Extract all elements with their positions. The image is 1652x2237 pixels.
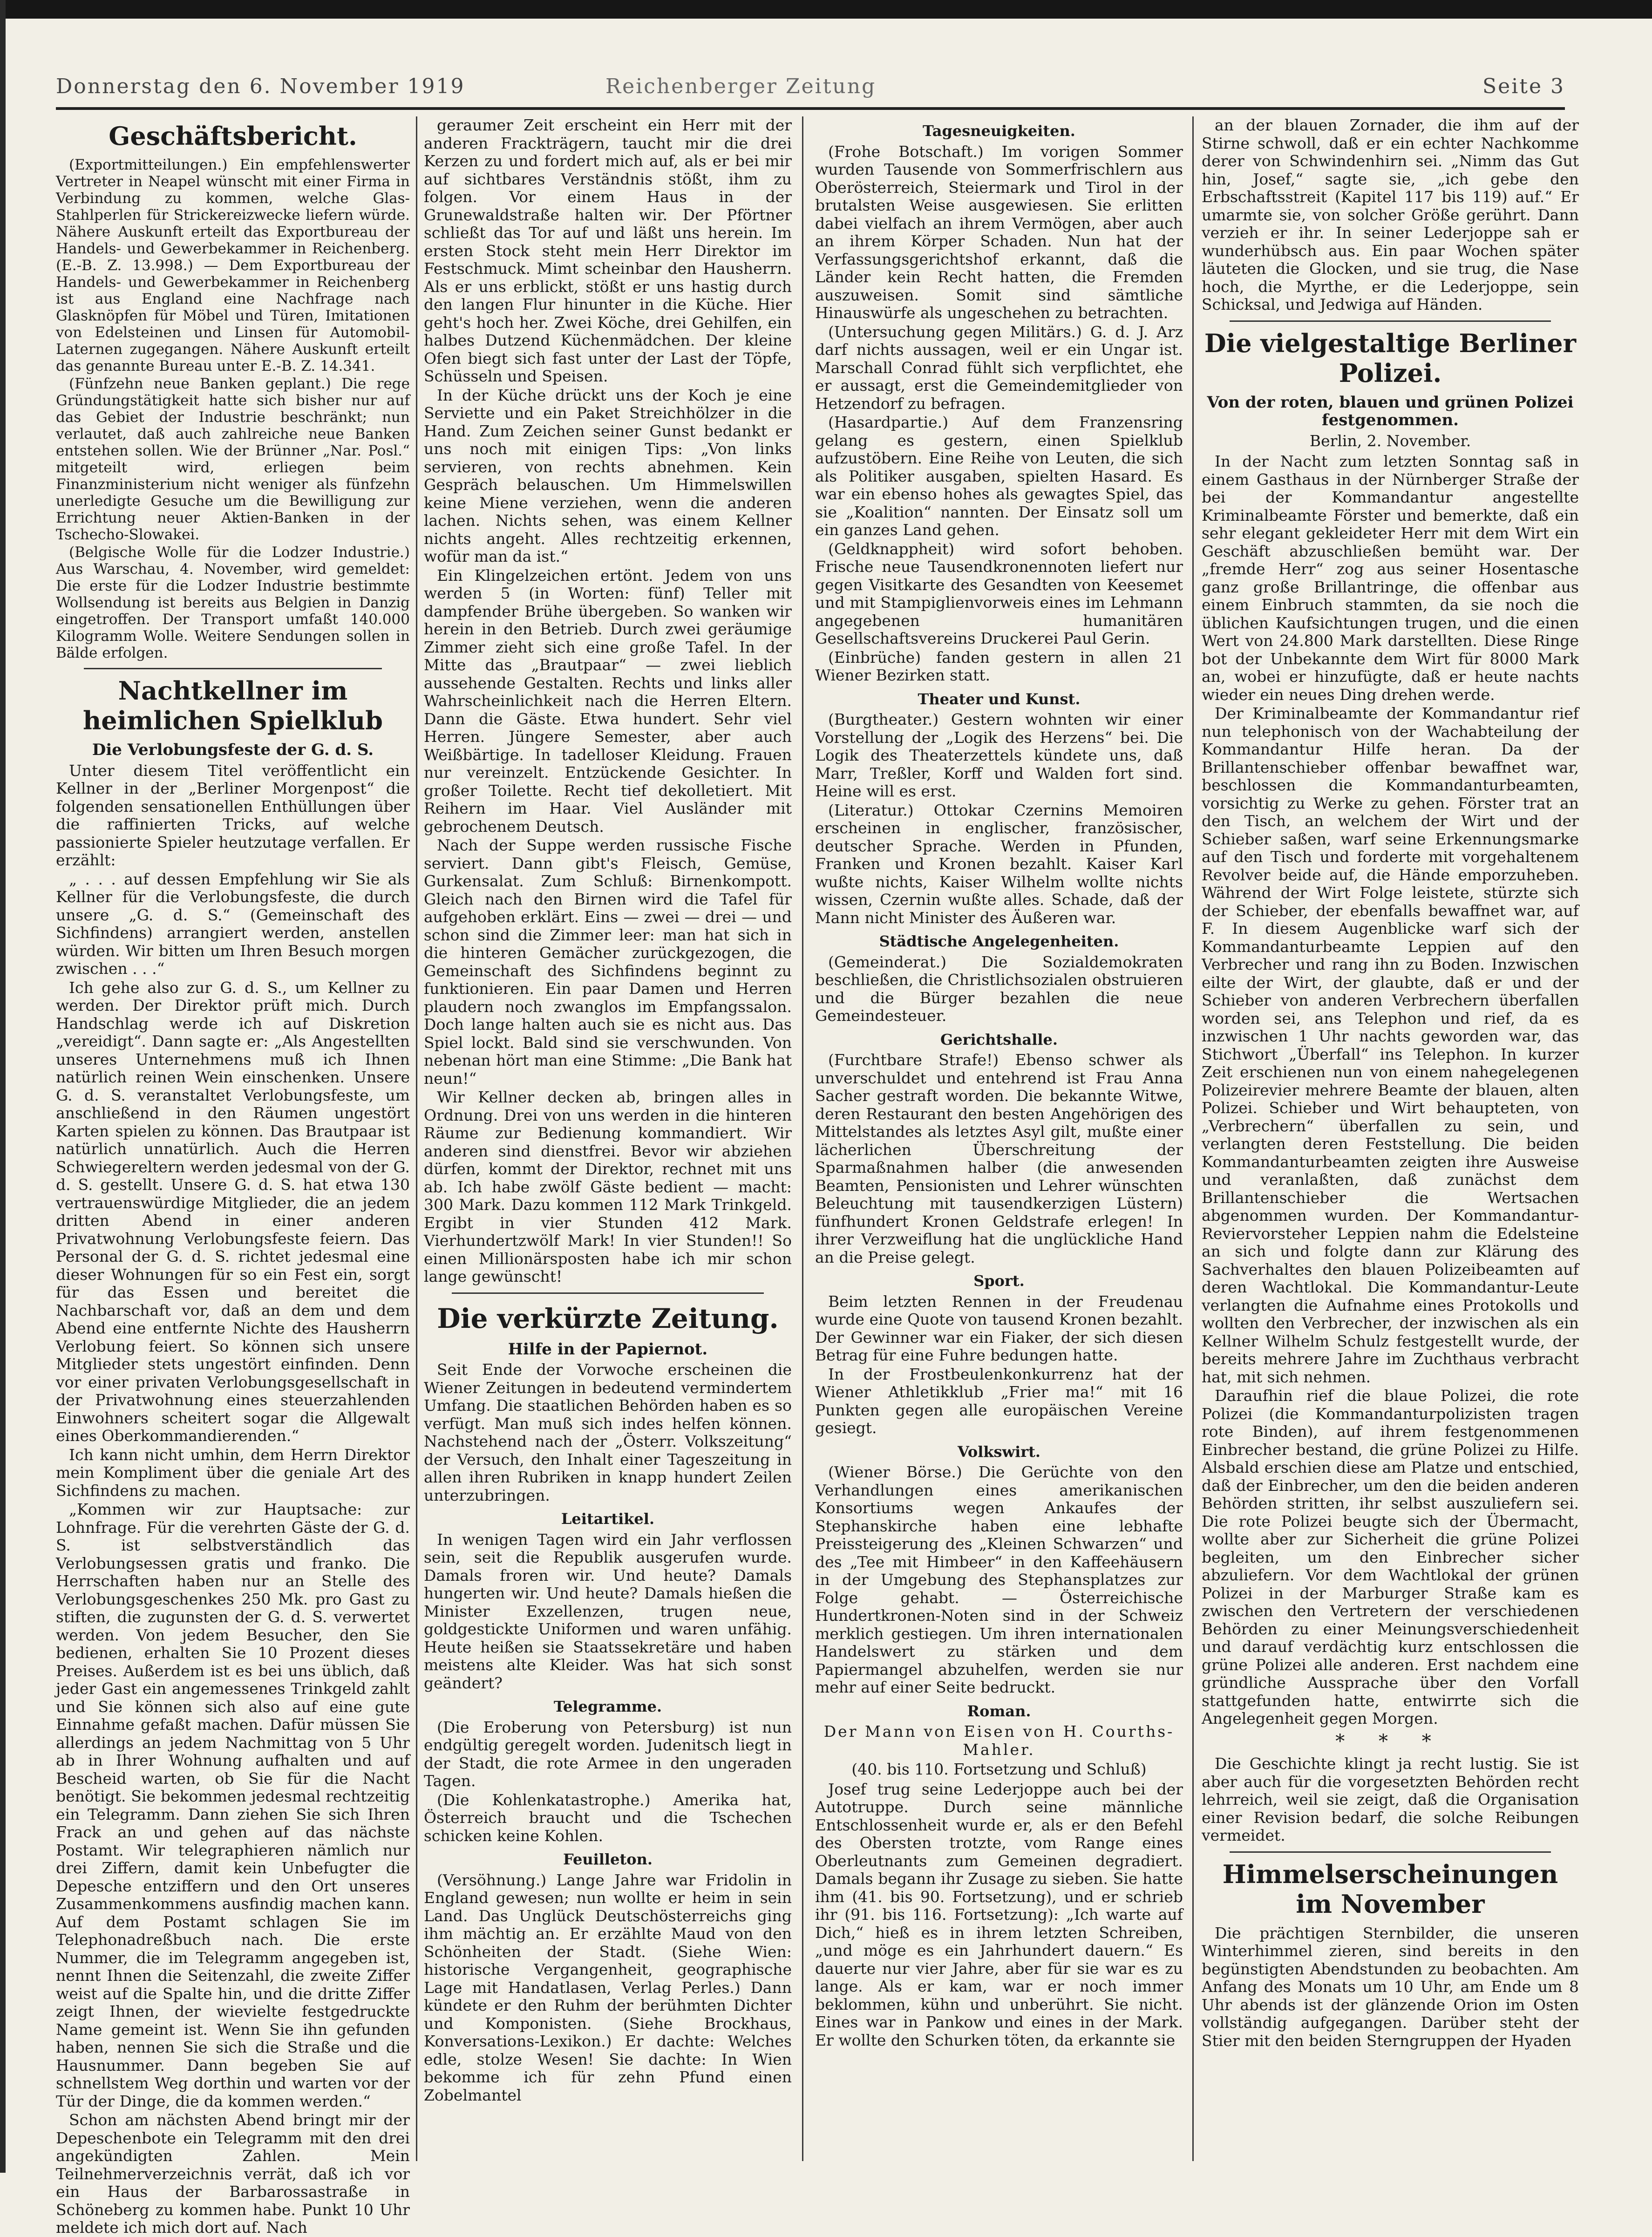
section-heading: Leitartikel.	[561, 1510, 655, 1528]
paragraph: Beim letzten Rennen in der Freudenau wurde eine Quote von tausend Kronen bezahlt. Der Gewinner war ein Fiaker, der sich diesen Betrag für eine Fuhre bedungen hatte.	[815, 1292, 1183, 1364]
article-title: Die verkürzte Zeitung.	[437, 1302, 779, 1334]
paragraph: In der Küche drückt uns der Koch je eine Serviette und ein Paket Streichhölzer in die Hand. Zum Zeichen seiner Gunst bedankt er uns noch mit einigen Tips: „Von links servieren, von rechts abnehmen. Kein Gespräch belauschen. Um Himmelswillen keine Miene verziehen, wenn die anderen lachen. Nichts sehen, was einem Kellner nichts angeht. Alles rechtzeitig erkennen, wofür man da ist.“	[424, 386, 792, 565]
paragraph: In der Nacht zum letzten Sonntag saß in einem Gasthaus in der Nürnberger Straße der bei der Kommandantur angestellte Kriminalbeamte Förster und bemerkte, daß ein sehr elegant gekleideter Herr mit dem Wirt ein Geschäft abzuschließen bemüht war. Der „fremde Herr“ zog aus seiner Hosentasche ganz große Brillantringe, die offenbar aus einem Einbruch stammten, da sie noch die üblichen Kaufsichtungen trugen, und die einen Wert von 24.800 Mark darstellten. Diese Ringe bot der Unbekannte dem Wirt für 8000 Mark an, wobei er hinzufügte, daß er heute nachts wieder ein neues Ding drehen werde.	[1202, 452, 1579, 704]
column-3	[815, 116, 1183, 2166]
article-title: Geschäftsbericht.	[109, 121, 357, 151]
section-heading: Telegramme.	[553, 1698, 662, 1715]
scan-left-edge	[0, 0, 6, 2173]
paragraph: „ . . . auf dessen Empfehlung wir Sie als Kellner für die Verlobungsfeste, die durch unsere „G. d. S.“ (Gemeinschaft des Sichfindens) arrangiert werden, anstellen würden. Wir bitten um Ihren Besuch morgen zwischen . . .“	[56, 870, 410, 978]
paragraph: Daraufhin rief die blaue Polizei, die rote Polizei (die Kommandanturpolizisten tragen rote Binden), auf ihrem festgenommenen Einbrecher bestand, die grüne Polizei zu Hilfe. Alsbald erschien diese am Platze und entschied, daß der Einbrecher, um den die beiden anderen Behörden stritten, ihr selbst auszuliefern sei. Die rote Polizei beugte sich der Übermacht, wollte aber zur Sicherheit die grüne Polizei begleiten, um den Einbrecher sicher abzuliefern. Vor dem Wachtlokal der grünen Polizei in der Marburger Straße kam es zwischen den Vertretern der verschiedenen Behörden zu einer Meinungsverschiedenheit und darauf verdächtig kurz entschlossen die grüne Polizei alle anderen. Erst nachdem eine gründliche Aussprache über den Vorfall stattgefunden hatte, entwirrte sich die Angelegenheit gegen Morgen.	[1202, 1387, 1579, 1727]
paragraph: Seit Ende der Vorwoche erscheinen die Wiener Zeitungen in bedeutend vermindertem Umfang. Die staatlichen Behörden haben es so verfügt. Man muß sich indes helfen können. Nachstehend nach der „Österr. Volkszeitung“ der Versuch, den Inhalt einer Tageszeitung in allen ihren Rubriken in knapp hundert Zeilen unterzubringen.	[424, 1360, 792, 1504]
paragraph: (Burgtheater.) Gestern wohnten wir einer Vorstellung der „Logik des Herzens“ bei. Die Logik des Theaterzettels kündete uns, daß Marr, Treßler, Korff und Walden fort sind. Heine will es erst.	[815, 710, 1183, 800]
paragraph: Ein Klingelzeichen ertönt. Jedem von uns werden 5 (in Worten: fünf) Teller mit dampfender Brühe übergeben. So wanken wir herein in den Betrieb. Durch zwei geräumige Zimmer zieht sich eine große Tafel. In der Mitte das „Brautpaar“ — zwei lieblich aussehende Gestalten. Rechts und links aller Wahrscheinlichkeit nach die Herren Eltern. Dann die Gäste. Etwa hundert. Sehr viel Herren. Jüngere Semester, aber auch Weißbärtige. In tadelloser Kleidung. Frauen nur vereinzelt. Entzückende Gesichter. In großer Toilette. Recht tief dekolletiert. Mit Reihern im Haar. Viel Ausländer mit gebrochenem Deutsch.	[424, 566, 792, 836]
paragraph: Der Kriminalbeamte der Kommandantur rief nun telephonisch von der Wachabteilung der Kommandantur Hilfe heran. Da der Brillantenschieber offenbar bewaffnet war, beschlossen die Kommandanturbeamten, vorsichtig zu Werke zu gehen. Förster trat an den Tisch, an welchem der Wirt und der Schieber saßen, warf seine Erkennungsmarke auf den Tisch und forderte mit vorgehaltenem Revolver beide auf, die Hände emporzuheben. Während der Wirt Folge leistete, stürzte sich der Schieber, der ebenfalls bewaffnet war, auf F. In diesem Augenblicke warf sich der Kommandanturbeamte Leppien auf den Verbrecher und rang ihn zu Boden. Inzwischen eilte der Wirt, der glaubte, daß er und der Schieber von anderen Verbrechern überfallen worden sei, ans Telephon und rief, da es inzwischen 1 Uhr nachts geworden war, das Stichwort „Überfall“ ins Telephon. In kurzer Zeit erschienen nun von einem nahegelegenen Polizeirevier mehrere Beamte der blauen, alten Polizei. Schieber und Wirt behaupteten, von „Verbrechern“ überfallen zu sein, und verlangten deren Feststellung. Die beiden Kommandanturbeamten zeigten ihre Ausweise und veranlaßten, daß zunächst dem Brillantenschieber die Wertsachen abgenommen wurden. Der Kommandantur-Reviervorsteher Leppien nahm die Edelsteine an sich und folgte dann zur Klärung des Sachverhaltes den blauen Polizeibeamten auf deren Wachtlokal. Die Kommandantur-Leute verlangten die Aufnahme eines Protokolls und wollten den Verbrecher, der inzwischen als ein Kellner Wilhelm Schulz festgestellt wurde, der bereits mehrere Jahre im Zuchthaus verbracht hat, mit sich nehmen.	[1202, 704, 1579, 1386]
paragraph: Die prächtigen Sternbilder, die unseren Winterhimmel zieren, sind bereits in den begünstigten Abendstunden zu beobachten. Am Anfang des Monats um 10 Uhr, am Ende um 8 Uhr abends ist der glänzende Orion im Osten vollständig aufgegangen. Darüber steht der Stier mit den beiden Sterngruppen der Hyaden	[1202, 1924, 1579, 2050]
paragraph: (Untersuchung gegen Militärs.) G. d. J. Arz darf nichts aussagen, weil er ein Ungar ist. Marschall Conrad fühlt sich verpflichtet, ehe er aussagt, erst die Gemeindemitglieder von Hetzendorf zu befragen.	[815, 322, 1183, 413]
paragraph: (Furchtbare Strafe!) Ebenso schwer als unverschuldet und entehrend ist Frau Anna Sacher gestraft worden. Die bekannte Witwe, deren Restaurant den besten Angehörigen des Mittelstandes als letztes Asyl gilt, mußte einer lächerlichen Überschreitung der Sparmaßnahmen halber (die anwesenden Beamten, Pensionisten und Lehrer wünschten Beleuchtung mit tausendkerzigen Lüstern) fünfhundert Kronen Geldstrafe erlegen! In ihrer Verzweiflung hat die unglückliche Hand an die Preise gelegt.	[815, 1051, 1183, 1266]
column-2	[424, 116, 792, 2166]
paragraph: Ich gehe also zur G. d. S., um Kellner zu werden. Der Direktor prüft mich. Durch Handschlag werde ich auf Diskretion „vereidigt“. Dann sagte er: „Als Angestellten unseres Unternehmens muß ich Ihnen natürlich reinen Wein einschenken. Unsere G. d. S. veranstaltet Verlobungsfeste, um anschließend in den Räumen ungestört Karten spielen zu können. Das Brautpaar ist natürlich unnatürlich. Auch die Herren Schwiegereltern werden jedesmal von der G. d. S. gestellt. Unsere G. d. S. hat etwa 130 vertrauenswürdige Mitglieder, die an jedem dritten Abend in einer anderen Privatwohnung Verlobungsfeste feiern. Das Personal der G. d. S. richtet jedesmal eine dieser Wohnungen für so ein Fest ein, sorgt für das Essen und bereitet die Nachbarschaft vor, daß an dem und dem Abend eine entfernte Nichte des Hausherrn Verlobung feiert. So können sich unsere Mitglieder stets ungestört einfinden. Denn vor einer privaten Verlobungsgesellschaft in der Privatwohnung eines steuerzahlenden Einwohners scheitert sogar die Allgewalt eines Oberkommandierenden.“	[56, 978, 410, 1445]
column-rule	[1192, 116, 1194, 2161]
dateline: Berlin, 2. November.	[1309, 431, 1471, 450]
section-heading: Gerichtshalle.	[940, 1030, 1058, 1048]
divider	[1230, 1851, 1551, 1853]
page-header	[56, 70, 1565, 110]
paragraph: In wenigen Tagen wird ein Jahr verflossen sein, seit die Republik ausgerufen wurde. Damals froren wir. Und heute? Damals hungerten wir. Und heute? Damals hießen die Minister Exzellenzen, trugen neue, goldgestickte Uniformen und waren unfähig. Heute heißen sie Staatssekretäre und haben meistens alte Kleider. Was hat sich sonst geändert?	[424, 1530, 792, 1692]
column-4	[1202, 116, 1579, 2166]
paragraph: (Die Kohlenkatastrophe.) Amerika hat, Österreich braucht und die Tschechen schicken keine Kohlen.	[424, 1790, 792, 1845]
novel-title: Der Mann von Eisen von H. Courths-Mahler.	[823, 1722, 1175, 1759]
paragraph: an der blauen Zornader, die ihm auf der Stirne schwoll, daß er ein echter Nachkomme derer von Schwindenhirn sei. „Nimm das Gut hin, Josef,“ sagte sie, „ich gebe den Erbschaftsstreit (Kapitel 117 bis 119) auf.“ Er umarmte sie, von solcher Größe gerührt. Dann verzieh er ihr. In seiner Lederjoppe sah er wunderhübsch aus. Ein paar Wochen später läuteten die Glocken, und sie trug, die Nase hoch, die Myrthe, er die Lederjoppe, sein Schicksal, und Jedwiga auf Händen.	[1202, 116, 1579, 313]
article-title: Himmelserscheinungen im November	[1222, 1859, 1558, 1919]
article-title: Nachtkellner im heimlichen Spielklub	[83, 676, 383, 735]
divider	[84, 668, 382, 669]
header-paper-name: Reichenberger Zeitung	[605, 75, 877, 98]
article-subtitle: Hilfe in der Papiernot.	[508, 1339, 708, 1359]
column-1	[56, 116, 410, 2237]
paragraph: (Fünfzehn neue Banken geplant.) Die rege Gründungstätigkeit hatte sich bisher nur auf das Gebiet der Industrie beschränkt; nun verlautet, daß auch zahlreiche neue Banken entstehen sollen. Wie der Brünner „Nar. Posl.“ mitgeteilt wird, erliegen beim Finanzministerium nicht weniger als fünfzehn unerledigte Gesuche um die Bewilligung zur Errichtung neuer Aktien-Banken in der Tschecho-Slowakei.	[56, 375, 410, 543]
section-heading: Roman.	[967, 1702, 1031, 1720]
paragraph: „Kommen wir zur Hauptsache: zur Lohnfrage. Für die verehrten Gäste der G. d. S. ist selbstverständlich das Verlobungsessen gratis und franko. Die Herrschaften haben nur an Stelle des Verlobungsgeschenkes 250 Mk. pro Gast zu stiften, die zugunsten der G. d. S. verwertet werden. Von jedem Besucher, den Sie bedienen, erhalten Sie 10 Prozent dieses Preises. Außerdem ist es bei uns üblich, daß jeder Gast ein angemessenes Trinkgeld zahlt und Sie können sich also auf eine gute Einnahme gefaßt machen. Dafür müssen Sie allerdings an jedem Nachmittag von 5 Uhr ab in Ihrer Wohnung aufhalten und auf Bescheid warten, ob Sie für die Nacht benötigt. Sie bekommen jedesmal rechtzeitig ein Telegramm. Dann ziehen Sie sich Ihren Frack an und gehen auf das nächste Postamt. Wir telegraphieren nämlich nur drei Ziffern, damit kein Unbefugter die Depesche entziffern und den Ort unseres Zusammenkommens ausfindig machen kann. Auf dem Postamt schlagen Sie im Telephonadreßbuch nach. Die erste Nummer, die im Telegramm angegeben ist, nennt Ihnen die Seitenzahl, die zweite Ziffer weist auf die Spalte hin, und die dritte Ziffer zeigt Ihnen, der wievielte festgedruckte Name gemeint ist. Wenn Sie ihn gefunden haben, nennen Sie sich die Straße und die Hausnummer. Dann begeben Sie auf schnellstem Weg dorthin und warten vor der Tür der Dinge, die da kommen werden.“	[56, 1500, 410, 2110]
article-subtitle: Die Verlobungsfeste der G. d. S.	[92, 741, 374, 759]
paragraph: Josef trug seine Lederjoppe auch bei der Autotruppe. Durch seine männliche Entschlossenheit wurde er, als er den Befehl des Obersten trotzte, vom Range eines Oberleutnants zum Gemeinen degradiert. Damals begann ihr Zusage zu sieben. Sie hatte ihm (41. bis 90. Fortsetzung), und er schrieb ihr (91. bis 116. Fortsetzung): „Ich warte auf Dich,“ hieß es in ihrem letzten Schreiben, „und möge es ein Jahrhundert dauern.“ Es dauerte nur vier Jahre, aber für sie war es zu lange. Als er kam, war er noch immer beklommen, kühn und unberührt. Sie nicht. Eines war in Pankow und eines in der Mark. Er wollte den Schurken töten, da erkannte sie	[815, 1780, 1183, 2049]
section-ornament: * * *	[1335, 1730, 1445, 1752]
article-title: Die vielgestaltige Berliner Polizei.	[1204, 328, 1577, 388]
paragraph: (Frohe Botschaft.) Im vorigen Sommer wurden Tausende von Sommerfrischlern aus Oberösterreich, Steiermark und Tirol in der brutalsten Weise ausgewiesen. Sie erlitten dabei vielfach an ihrem Vermögen, aber auch an ihrem Körper Schaden. Nun hat der Verfassungsgerichtshof erkannt, daß die Länder kein Recht hatten, die Fremden auszuweisen. Somit sind sämtliche Hinauswürfe als ungeschehen zu betrachten.	[815, 142, 1183, 322]
paragraph: Schon am nächsten Abend bringt mir der Depeschenbote ein Telegramm mit den drei angekündigten Zahlen. Mein Teilnehmerverzeichnis verrät, daß ich vor ein Haus der Barbarossastraße in Schöneberg zu kommen habe. Punkt 10 Uhr meldete ich mich dort auf. Nach	[56, 2111, 410, 2237]
section-heading: Feuilleton.	[563, 1850, 653, 1868]
paragraph: geraumer Zeit erscheint ein Herr mit der anderen Frackträgern, taucht mir die drei Kerzen zu und fordert mich auf, als er bei mir auf sichtbares Verständnis stößt, ihm zu folgen. Vor einem Haus in der Grunewaldstraße halten wir. Der Pförtner schließt das Tor auf und läßt uns herein. Im ersten Stock steht mein Herr Direktor im Festschmuck. Mimt scheinbar den Hausherrn. Als er uns erblickt, stößt er uns hastig durch den langen Flur hinunter in die Küche. Hier geht's hoch her. Zwei Köche, drei Gehilfen, ein halbes Dutzend Küchenmädchen. Der kleine Ofen biegt sich fast unter der Last der Töpfe, Schüsseln und Speisen.	[424, 116, 792, 385]
paragraph: (Exportmitteilungen.) Ein empfehlenswerter Vertreter in Neapel wünscht mit einer Firma in Verbindung zu kommen, welche Glas-Stahlperlen für Strickereizwecke liefern würde. Nähere Auskunft erteilt das Exportbureau der Handels- und Gewerbekammer in Reichenberg. (E.-B. Z. 13.998.) — Dem Exportbureau der Handels- und Gewerbekammer in Reichenberg ist aus England eine Nachfrage nach Glasknöpfen für Möbel und Türen, Imitationen von Edelsteinen und Linsen für Automobil-Laternen zugegangen. Nähere Auskunft erteilt das genannte Bureau unter E.-B. Z. 14.341.	[56, 156, 410, 374]
column-rule	[802, 116, 803, 2161]
header-page-number: Seite 3	[1482, 75, 1565, 98]
section-heading: Sport.	[973, 1272, 1025, 1290]
paragraph: (Geldknappheit) wird sofort behoben. Frische neue Tausendkronennoten liefert nur gegen Visitkarte des Gesandten von Keesemet und mit Stampiglienvorweis eines im Lehmann angegebenen humanitären Gesellschaftsvereins Druckerei Paul Gerin.	[815, 539, 1183, 647]
column-rule	[416, 116, 417, 2161]
paragraph: Nach der Suppe werden russische Fische serviert. Dann gibt's Fleisch, Gemüse, Gurkensalat. Zum Schluß: Birnenkompott. Gleich nach den Birnen wird die Tafel für aufgehoben erklärt. Eins — zwei — drei — und schon sind die Zimmer leer: man hat sich in die hinteren Gemächer zurückgezogen, die Gemeinschaft des Sichfindens beginnt zu funktionieren. Ein paar Damen und Herren plaudern noch zwanglos im Empfangssalon. Doch lange halten auch sie es nicht aus. Das Spiel lockt. Bald sind sie verschwunden. Von nebenan hört man eine Stimme: „Die Bank hat neun!“	[424, 836, 792, 1088]
paragraph: Unter diesem Titel veröffentlicht ein Kellner in der „Berliner Morgenpost“ die folgenden sensationellen Enthüllungen über die raffinierten Tricks, auf welche passionierte Spieler heutzutage verfallen. Er erzählt:	[56, 761, 410, 869]
section-heading: Volkswirt.	[957, 1442, 1041, 1461]
paragraph: (Die Eroberung von Petersburg) ist nun endgültig geregelt worden. Judenitsch liegt in der Stadt, die rote Armee in den ungeraden Tagen.	[424, 1718, 792, 1790]
paragraph: (Versöhnung.) Lange Jahre war Fridolin in England gewesen; nun wollte er heim in sein Land. Das Unglück Deutschösterreichs ging ihm mächtig an. Er erzählte Maud von den Schönheiten der Stadt. (Siehe Wien: historische Vergangenheit, geographische Lage mit Handatlasen, Verlag Perles.) Dann kündete er den Ruhm der berühmten Dichter und Komponisten. (Siehe Brockhaus, Konversations-Lexikon.) Er dachte: Welches edle, stolze Wesen! Sie dachte: In Wien bekomme ich für zehn Pfund einen Zobelmantel	[424, 1870, 792, 2104]
paragraph: Ich kann nicht umhin, dem Herrn Direktor mein Kompliment über die geniale Art des Sichfindens zu machen.	[56, 1445, 410, 1500]
article-subtitle: Von der roten, blauen und grünen Polizei festgenommen.	[1207, 393, 1574, 429]
paragraph: (Hasardpartie.) Auf dem Franzensring gelang es gestern, einen Spielklub aufzustöbern. Eine Reihe von Leuten, die sich als Politiker ausgaben, spielten Hasard. Es war ein ebenso hohes als gewagtes Spiel, das sie „Koalition“ nannten. Der Einsatz soll um ein ganzes Land gehen.	[815, 413, 1183, 539]
paragraph: (Belgische Wolle für die Lodzer Industrie.) Aus Warschau, 4. November, wird gemeldet: Die erste für die Lodzer Industrie bestimmte Wollsendung ist bereits aus Belgien in Danzig eingetroffen. Der Transport umfaßt 140.000 Kilogramm Wolle. Weitere Sendungen sollen in Bälde erfolgen.	[56, 544, 410, 661]
scan-top-edge	[0, 0, 1652, 19]
section-heading: Städtische Angelegenheiten.	[879, 932, 1119, 950]
paragraph: In der Frostbeulenkonkurrenz hat der Wiener Athletikklub „Frier ma!“ mit 16 Punkten gegen alle europäischen Vereine gesiegt.	[815, 1365, 1183, 1437]
paragraph: Wir Kellner decken ab, bringen alles in Ordnung. Drei von uns werden in die hinteren Räume zur Bedienung kommandiert. Wir anderen sind dienstfrei. Bevor wir abziehen dürfen, kommt der Direktor, rechnet mit uns ab. Ich habe zwölf Gäste bedient — macht: 300 Mark. Dazu kommen 112 Mark Trinkgeld. Ergibt in vier Stunden 412 Mark. Vierhundertzwölf Mark! In vier Stunden!! So einen Millionärsposten habe ich mir schon lange gewünscht!	[424, 1088, 792, 1285]
header-date: Donnerstag den 6. November 1919	[56, 75, 465, 98]
paragraph: (Wiener Börse.) Die Gerüchte von den Verhandlungen eines amerikanischen Konsortiums wegen Ankaufes der Stephanskirche haben eine lebhafte Preissteigerung des „Kleinen Schwarzen“ und des „Tee mit Himbeer“ in den Kaffeehäusern in der Umgebung des Stephansplatzes zur Folge gehabt. — Österreichische Hundertkronen-Noten sind in der Schweiz merklich gestiegen. Um ihren internationalen Handelswert zu stärken und dem Papiermangel abzuhelfen, werden sie nur mehr auf einer Seite bedruckt.	[815, 1463, 1183, 1696]
paragraph: (Einbrüche) fanden gestern in allen 21 Wiener Bezirken statt.	[815, 648, 1183, 684]
divider	[1230, 320, 1551, 322]
paragraph: (Literatur.) Ottokar Czernins Memoiren erscheinen in englischer, französischer, deutscher Sprache. Werden in Pfunden, Franken und Kronen bezahlt. Kaiser Karl wußte nichts, Kaiser Wilhelm wollte nichts wissen, Czernin wußte alles. Schade, daß der Mann nicht Minister des Äußeren war.	[815, 801, 1183, 927]
section-heading: Theater und Kunst.	[918, 690, 1081, 708]
divider	[452, 1292, 764, 1294]
section-heading: Tagesneuigkeiten.	[923, 122, 1075, 140]
novel-installment: (40. bis 110. Fortsetzung und Schluß)	[851, 1760, 1147, 1778]
paragraph: Die Geschichte klingt ja recht lustig. Sie ist aber auch für die vorgesetzten Behörden recht lehrreich, weil sie zeigt, daß die Organisation einer Revision bedarf, die solche Reibungen vermeidet.	[1202, 1754, 1579, 1844]
paragraph: (Gemeinderat.) Die Sozialdemokraten beschließen, die Christlichsozialen obstruieren und die Bürger bezahlen die neue Gemeindesteuer.	[815, 952, 1183, 1025]
